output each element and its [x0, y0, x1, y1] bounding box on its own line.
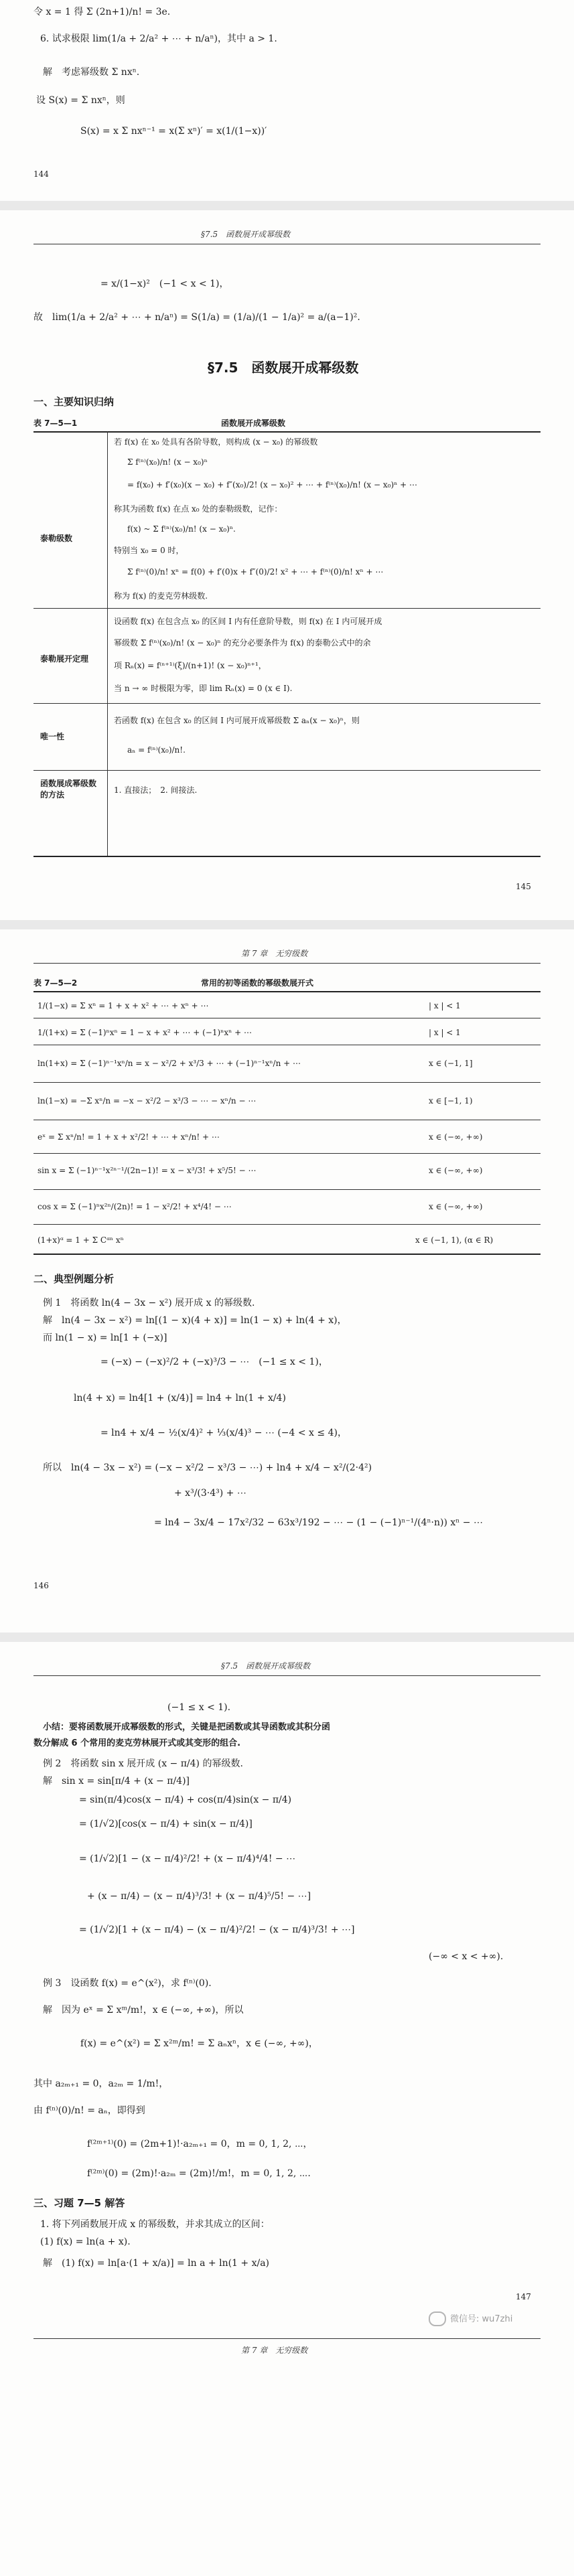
row-head-taylor: 泰勒级数 [40, 534, 73, 543]
example-line: 例 1 将函数 ln(4 − 3x − x²) 展开成 x 的幂级数. [43, 1298, 255, 1308]
page-147 [0, 1642, 574, 2576]
equation: = x/(1−x)² (−1 < x < 1)， [100, 279, 229, 289]
row-head-method: 函数展成幂级数的方法 [40, 779, 97, 800]
row-line: 特别当 x₀ = 0 时， [114, 546, 184, 555]
running-header: §7.5 函数展开成幂级数 [221, 1661, 311, 1671]
text-line: 令 x = 1 得 Σ (2n+1)/n! = 3e. [33, 7, 171, 17]
table-label: 表 7—5—1 [33, 419, 78, 428]
header-rule [33, 963, 541, 964]
expansion-domain: x ∈ (−1, 1] [429, 1059, 473, 1068]
watermark-text: 微信号: wu7zhi [450, 2314, 513, 2324]
page-number: 145 [516, 882, 531, 891]
expansion-formula: cos x = Σ (−1)ⁿx²ⁿ/(2n)! = 1 − x²/2! + x⁴/4! − ⋯ [38, 1202, 232, 1211]
page-separator [0, 920, 574, 929]
summary-line: 数分解成 6 个常用的麦克劳林展开式或其变形的组合. [33, 1738, 241, 1748]
example-line: 解 ln(4 − 3x − x²) = ln[(1 − x)(4 + x)] = ln(1 − x) + ln(4 + x)， [43, 1315, 347, 1326]
row-line: 若 f(x) 在 x₀ 处具有各阶导数，则构成 (x − x₀) 的幂级数 [114, 437, 318, 447]
page-separator [0, 1633, 574, 1642]
expansion-formula: 1/(1+x) = Σ (−1)ⁿxⁿ = 1 − x + x² + ⋯ + (−1)ⁿxⁿ + ⋯ [38, 1028, 252, 1037]
expansion-domain: | x | < 1 [429, 1001, 461, 1010]
example-line: ln(4 + x) = ln4[1 + (x/4)] = ln4 + ln(1 + x/4) [74, 1393, 286, 1404]
expansion-domain: x ∈ (−∞, +∞) [429, 1166, 483, 1175]
subsection-heading: 三、习题 7—5 解答 [33, 2197, 125, 2209]
expansion-domain: x ∈ (−∞, +∞) [429, 1132, 483, 1142]
subsection-heading: 一、主要知识归纳 [33, 396, 115, 408]
page-number: 144 [33, 169, 49, 179]
example-line: = (1/√2)[1 − (x − π/4)²/2! + (x − π/4)⁴/4! − ⋯ [79, 1853, 296, 1864]
expansion-formula: 1/(1−x) = Σ xⁿ = 1 + x + x² + ⋯ + xⁿ + ⋯ [38, 1001, 209, 1010]
header-rule [33, 1675, 541, 1676]
example-line: f⁽²ᵐ⁾(0) = (2m)!·a₂ₘ = (2m)!/m!，m = 0, 1, 2, ⋯. [87, 2168, 311, 2179]
section-title: §7.5 函数展开成幂级数 [208, 360, 359, 376]
wechat-icon [429, 2312, 446, 2326]
row-line: 称为 f(x) 的麦克劳林级数. [114, 591, 208, 601]
running-header: §7.5 函数展开成幂级数 [201, 230, 291, 239]
row-line: = f(x₀) + f′(x₀)(x − x₀) + f″(x₀)/2! (x − x₀)² + ⋯ + f⁽ⁿ⁾(x₀)/n! (x − x₀)ⁿ + ⋯ [127, 480, 418, 489]
row-head-uniqueness: 唯一性 [40, 732, 65, 741]
subsection-heading: 二、典型例题分析 [33, 1273, 115, 1285]
expansion-formula: sin x = Σ (−1)ⁿ⁻¹x²ⁿ⁻¹/(2n−1)! = x − x³/3! + x⁵/5! − ⋯ [38, 1166, 257, 1175]
expansion-formula: (1+x)ᵅ = 1 + Σ Cᵅⁿ xⁿ [38, 1235, 124, 1245]
example-line: 例 2 将函数 sin x 展开成 (x − π/4) 的幂级数. [43, 1758, 243, 1769]
expansion-domain: x ∈ [−1, 1) [429, 1096, 473, 1106]
text-line: (−1 ≤ x < 1). [167, 1702, 231, 1713]
row-line: 称其为函数 f(x) 在点 x₀ 处的泰勒级数，记作： [114, 504, 283, 514]
row-line: 1. 直接法； 2. 间接法. [114, 785, 198, 795]
example-line: 其中 a₂ₘ₊₁ = 0，a₂ₘ = 1/m!， [33, 2078, 169, 2089]
expansion-formula: ln(1+x) = Σ (−1)ⁿ⁻¹xⁿ/n = x − x²/2 + x³/3 + ⋯ + (−1)ⁿ⁻¹xⁿ/n + ⋯ [38, 1059, 301, 1068]
example-line: 解 因为 eˣ = Σ xᵐ/m!，x ∈ (−∞, +∞)，所以 [43, 2005, 244, 2016]
running-header: 第 7 章 无穷级数 [241, 2346, 308, 2355]
example-line: 由 f⁽ⁿ⁾(0)/n! = aₙ，即得到 [33, 2105, 145, 2116]
expansion-formula: ln(1−x) = −Σ xⁿ/n = −x − x²/2 − x³/3 − ⋯ − xⁿ/n − ⋯ [38, 1096, 257, 1106]
expansion-domain: x ∈ (−∞, +∞) [429, 1202, 483, 1211]
example-line: (−∞ < x < +∞). [429, 1951, 504, 1962]
conclusion: 故 lim(1/a + 2/a² + ⋯ + n/aⁿ) = S(1/a) = (1/a)/(1 − 1/a)² = a/(a−1)². [33, 312, 360, 323]
page-number: 146 [33, 1581, 49, 1590]
table-title: 函数展开成幂级数 [221, 419, 286, 428]
example-line: 而 ln(1 − x) = ln[1 + (−x)] [43, 1333, 167, 1343]
table-divider [107, 431, 108, 857]
table-title: 常用的初等函数的幂级数展开式 [201, 978, 314, 988]
example-line: 解 sin x = sin[π/4 + (x − π/4)] [43, 1776, 190, 1787]
example-line: + (x − π/4) − (x − π/4)³/3! + (x − π/4)⁵/5! − ⋯] [87, 1891, 311, 1902]
row-line: aₙ = f⁽ⁿ⁾(x₀)/n!. [127, 745, 186, 755]
row-line: 幂级数 Σ f⁽ⁿ⁾(x₀)/n! (x − x₀)ⁿ 的充分必要条件为 f(x) 的泰勒公式中的余 [114, 638, 371, 648]
row-line: 设函数 f(x) 在包含点 x₀ 的区间 I 内有任意阶导数，则 f(x) 在 I 内可展开成 [114, 617, 382, 626]
example-line: + x³/(3·4³) + ⋯ [174, 1488, 246, 1499]
expansion-domain: | x | < 1 [429, 1028, 461, 1037]
text-line: 设 S(x) = Σ nxⁿ，则 [36, 95, 125, 106]
row-line: 若函数 f(x) 在包含 x₀ 的区间 I 内可展开成幂级数 Σ aₙ(x − x₀)ⁿ，则 [114, 716, 360, 725]
row-line: Σ f⁽ⁿ⁾(0)/n! xⁿ = f(0) + f′(0)x + f″(0)/2! x² + ⋯ + f⁽ⁿ⁾(0)/n! xⁿ + ⋯ [127, 567, 384, 577]
exercise-line: (1) f(x) = ln(a + x). [40, 2237, 131, 2247]
problem-6: 6. 试求极限 lim(1/a + 2/a² + ⋯ + n/aⁿ)，其中 a > 1. [40, 33, 277, 44]
example-line: = (−x) − (−x)²/2 + (−x)³/3 − ⋯ (−1 ≤ x < 1)， [100, 1357, 328, 1367]
example-line: f(x) = e^(x²) = Σ x²ᵐ/m! = Σ aₙxⁿ，x ∈ (−∞, +∞)， [80, 2038, 318, 2049]
exercise-line: 解 (1) f(x) = ln[a·(1 + x/a)] = ln a + ln(1 + x/a) [43, 2258, 270, 2269]
exercise-line: 1. 将下列函数展开成 x 的幂级数，并求其成立的区间： [40, 2219, 270, 2230]
example-line: = sin(π/4)cos(x − π/4) + cos(π/4)sin(x − π/4) [79, 1795, 292, 1805]
example-line: = (1/√2)[cos(x − π/4) + sin(x − π/4)] [79, 1819, 253, 1829]
solution-line: 解 考虑幂级数 Σ nxⁿ. [43, 67, 140, 78]
row-line: 项 Rₙ(x) = f⁽ⁿ⁺¹⁾(ξ)/(n+1)! (x − x₀)ⁿ⁺¹， [114, 661, 267, 670]
page-145 [0, 210, 574, 920]
example-line: f⁽²ᵐ⁺¹⁾(0) = (2m+1)!·a₂ₘ₊₁ = 0，m = 0, 1, 2, ⋯， [87, 2139, 313, 2149]
page-number: 147 [516, 2292, 531, 2301]
example-line: = ln4 + x/4 − ½(x/4)² + ⅓(x/4)³ − ⋯ (−4 < x ≤ 4)， [100, 1428, 347, 1438]
page-144 [0, 0, 574, 201]
row-line: f(x) ~ Σ f⁽ⁿ⁾(x₀)/n! (x − x₀)ⁿ. [127, 524, 236, 534]
expansion-formula: eˣ = Σ xⁿ/n! = 1 + x + x²/2! + ⋯ + xⁿ/n! + ⋯ [38, 1132, 220, 1142]
row-head-taylor-theorem: 泰勒展开定理 [40, 654, 89, 664]
example-line: 例 3 设函数 f(x) = e^(x²)，求 f⁽ⁿ⁾(0). [43, 1978, 212, 1989]
example-line: 所以 ln(4 − 3x − x²) = (−x − x²/2 − x³/3 − ⋯) + ln4 + x/4 − x²/(2·4²) [43, 1462, 372, 1473]
row-line: Σ f⁽ⁿ⁾(x₀)/n! (x − x₀)ⁿ [127, 457, 208, 467]
expansion-domain: x ∈ (−1, 1), (α ∈ R) [415, 1235, 494, 1245]
example-line: = (1/√2)[1 + (x − π/4) − (x − π/4)²/2! − (x − π/4)³/3! + ⋯] [79, 1924, 355, 1935]
example-line: = ln4 − 3x/4 − 17x²/32 − 63x³/192 − ⋯ − (1 − (−1)ⁿ⁻¹/(4ⁿ·n)) xⁿ − ⋯ [154, 1517, 483, 1528]
summary-line: 小结：要将函数展开成幂级数的形式，关键是把函数或其导函数或其积分函 [43, 1722, 331, 1732]
row-line: 当 n → ∞ 时极限为零，即 lim Rₙ(x) = 0 (x ∈ I). [114, 684, 293, 693]
page-146 [0, 929, 574, 1633]
equation: S(x) = x Σ nxⁿ⁻¹ = x(Σ xⁿ)′ = x(1/(1−x))′ [80, 126, 267, 137]
page-separator [0, 201, 574, 210]
table-label: 表 7—5—2 [33, 978, 78, 988]
running-header: 第 7 章 无穷级数 [241, 949, 308, 958]
